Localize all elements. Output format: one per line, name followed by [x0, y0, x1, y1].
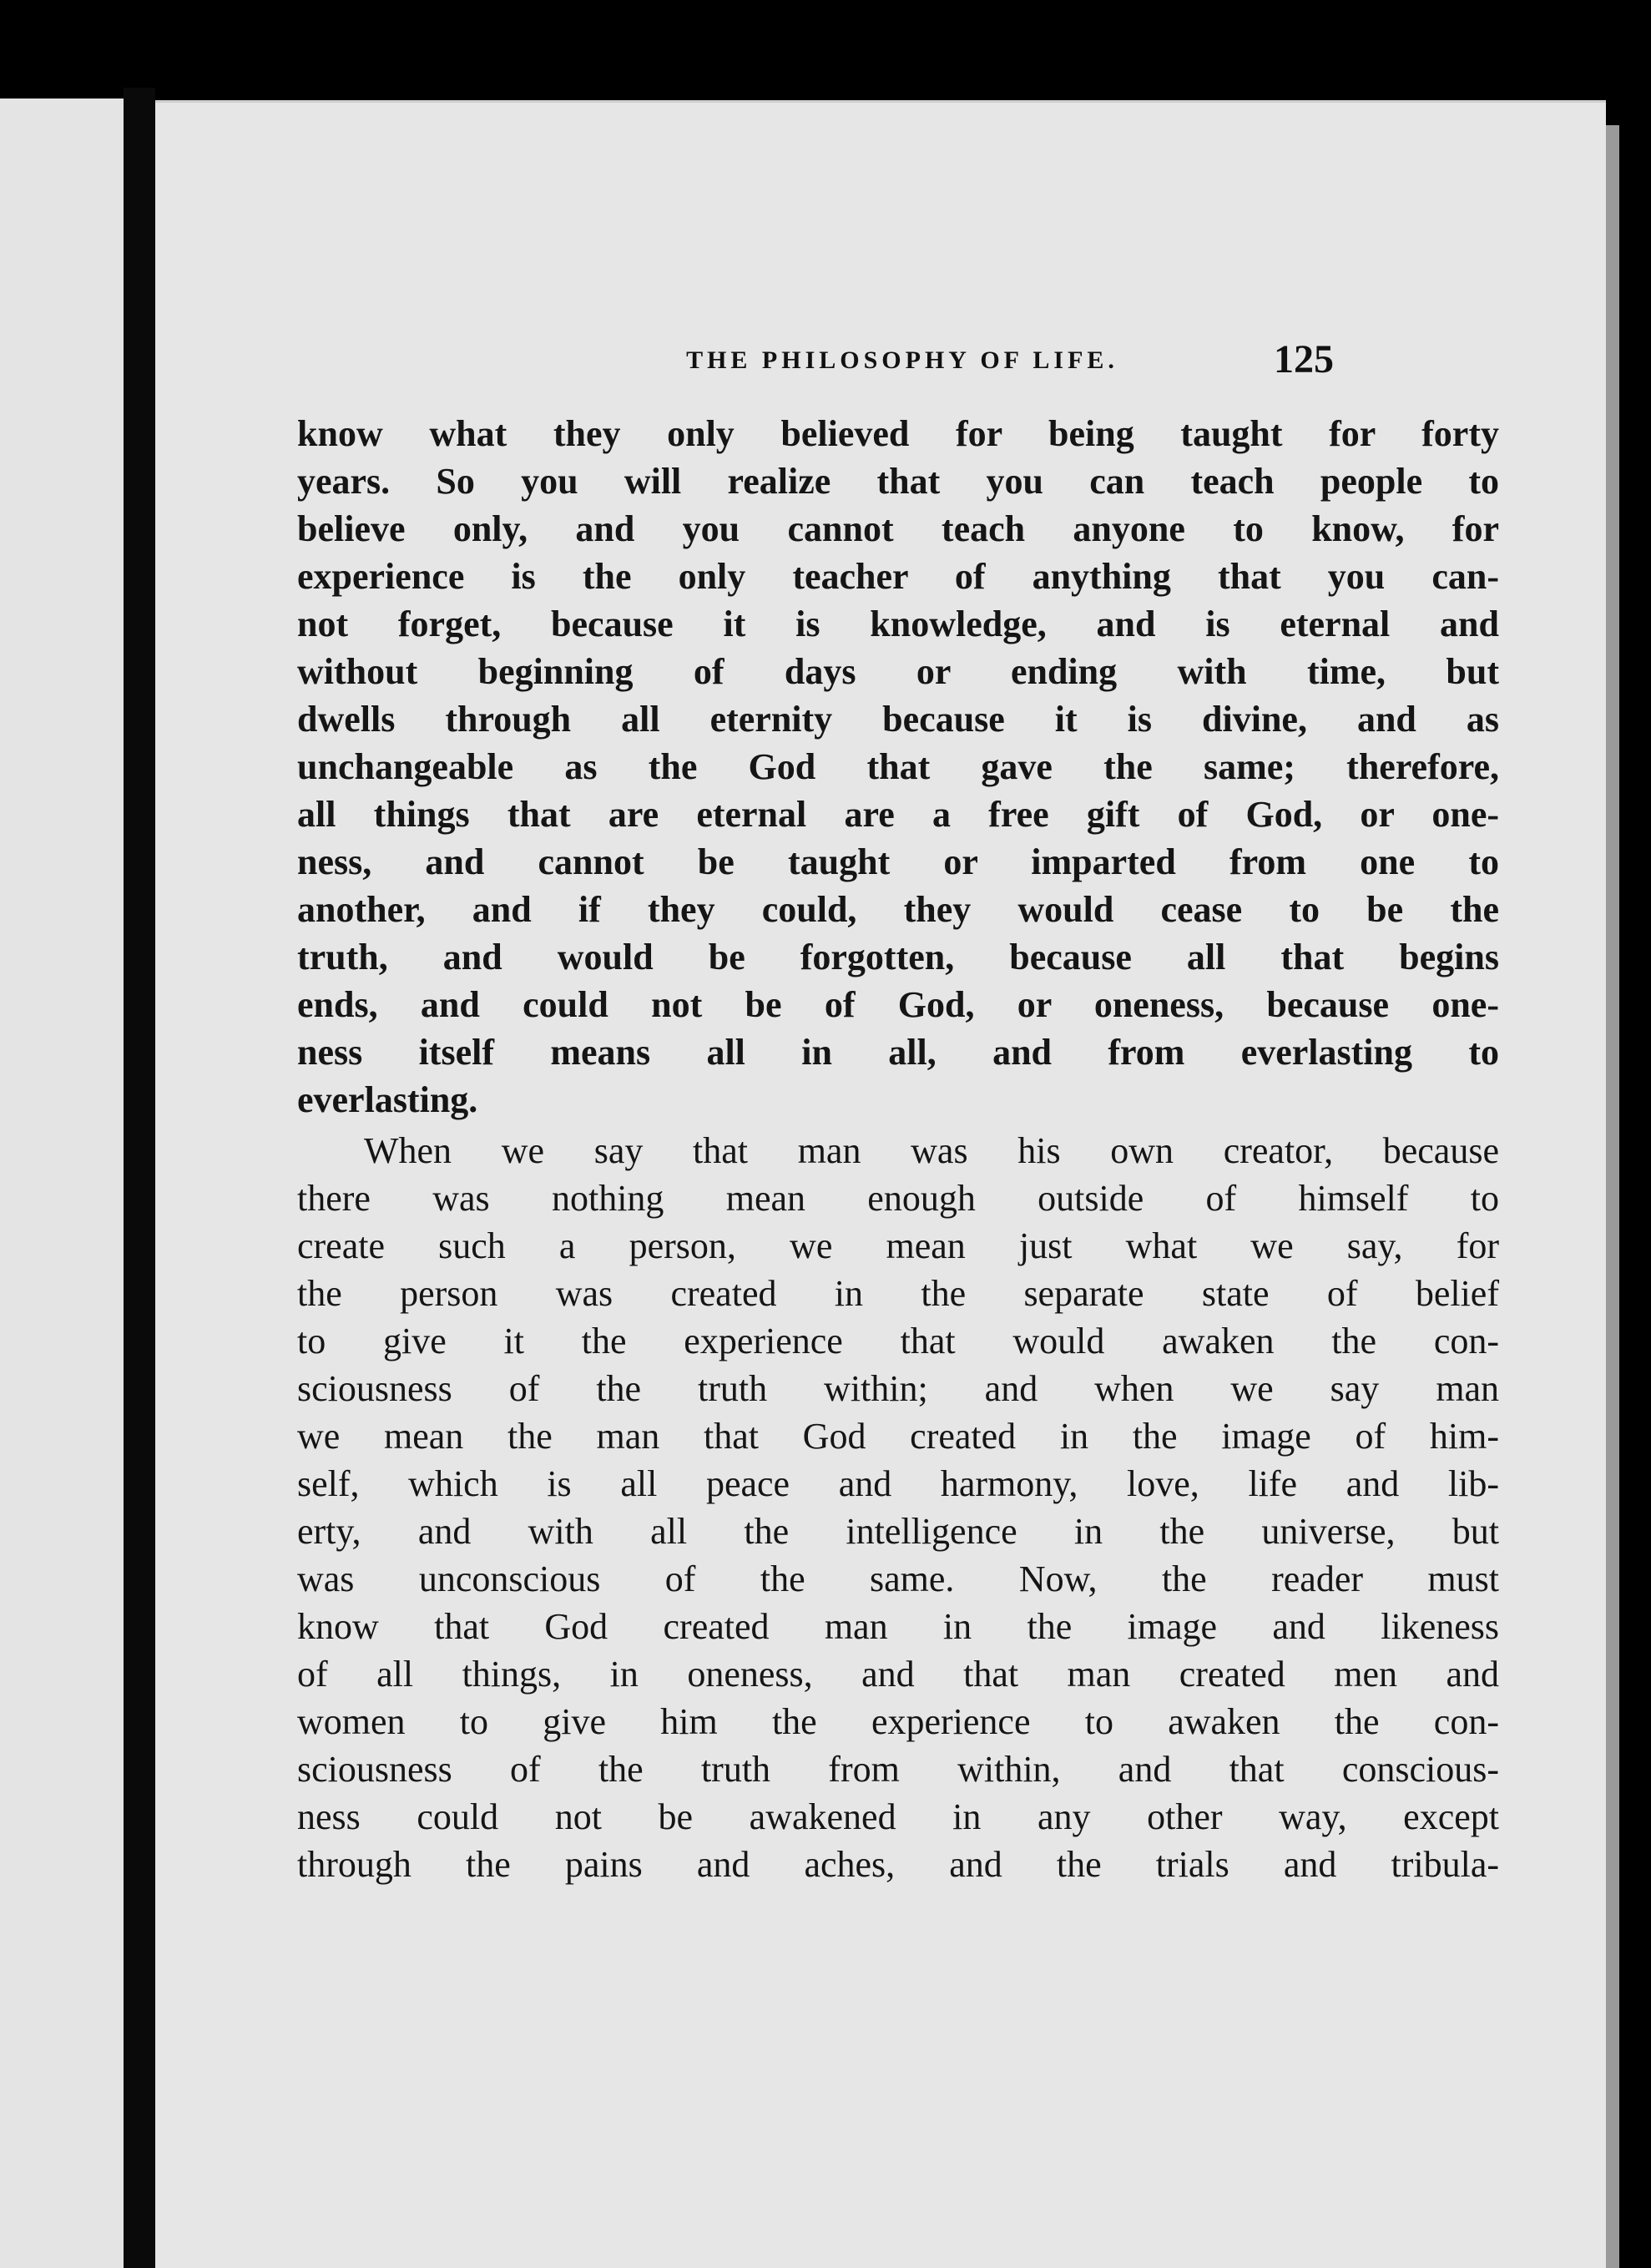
text-line: all things that are eternal are a free gift of God, or one-: [297, 794, 1499, 835]
text-line: sciousness of the truth from within, and that conscious-: [297, 1749, 1499, 1790]
running-head-title: THE PHILOSOPHY OF LIFE.: [686, 346, 1118, 374]
text-line: ness itself means all in all, and from everlasting to: [297, 1032, 1499, 1073]
text-line: there was nothing mean enough outside of himself to: [297, 1178, 1499, 1219]
text-line: ness, and cannot be taught or imparted from one to: [297, 841, 1499, 882]
book-page: [155, 100, 1606, 2268]
text-line: ends, and could not be of God, or oneness, because one-: [297, 984, 1499, 1025]
text-line: self, which is all peace and harmony, love, life and lib-: [297, 1463, 1499, 1504]
text-line: truth, and would be forgotten, because all that begins: [297, 937, 1499, 977]
page-edge-shadow: [1606, 125, 1619, 2268]
text-line: we mean the man that God created in the image of him-: [297, 1416, 1499, 1457]
text-line: experience is the only teacher of anything that you can-: [297, 556, 1499, 597]
text-line: sciousness of the truth within; and when we say man: [297, 1368, 1499, 1409]
page-number: 125: [1274, 337, 1334, 381]
body-text: [297, 410, 1499, 1888]
text-line: years. So you will realize that you can teach people to: [297, 461, 1499, 502]
text-line: women to give him the experience to awaken the con-: [297, 1701, 1499, 1742]
text-line: another, and if they could, they would cease to be the: [297, 889, 1499, 930]
text-line: to give it the experience that would awaken the con-: [297, 1321, 1499, 1361]
text-line: ness could not be awakened in any other way, except: [297, 1796, 1499, 1837]
text-line: create such a person, we mean just what we say, for: [297, 1225, 1499, 1266]
paragraph-2: [297, 1127, 1499, 1888]
text-line: everlasting.: [297, 1079, 478, 1120]
text-line: know that God created man in the image and likeness: [297, 1606, 1499, 1647]
paragraph-1: [297, 410, 1499, 1124]
left-page-edge: [0, 98, 124, 2268]
text-line: dwells through all eternity because it is divine, and as: [297, 699, 1499, 740]
text-line: was unconscious of the same. Now, the reader must: [297, 1558, 1499, 1599]
text-line: of all things, in oneness, and that man created men and: [297, 1654, 1499, 1695]
text-line: erty, and with all the intelligence in the universe, but: [297, 1511, 1499, 1552]
text-line: through the pains and aches, and the trials and tribula-: [297, 1844, 1499, 1885]
text-line: without beginning of days or ending with time, but: [297, 651, 1499, 692]
text-line: unchangeable as the God that gave the same; therefore,: [297, 746, 1499, 787]
text-line: believe only, and you cannot teach anyone to know, for: [297, 508, 1499, 549]
text-line: not forget, because it is knowledge, and is eternal and: [297, 604, 1499, 644]
scan-border: [1619, 125, 1651, 2268]
book-spine: [124, 88, 155, 2268]
text-line: know what they only believed for being taught for forty: [297, 413, 1499, 454]
text-line: When we say that man was his own creator, because: [364, 1130, 1499, 1171]
text-line: the person was created in the separate state of belief: [297, 1273, 1499, 1314]
